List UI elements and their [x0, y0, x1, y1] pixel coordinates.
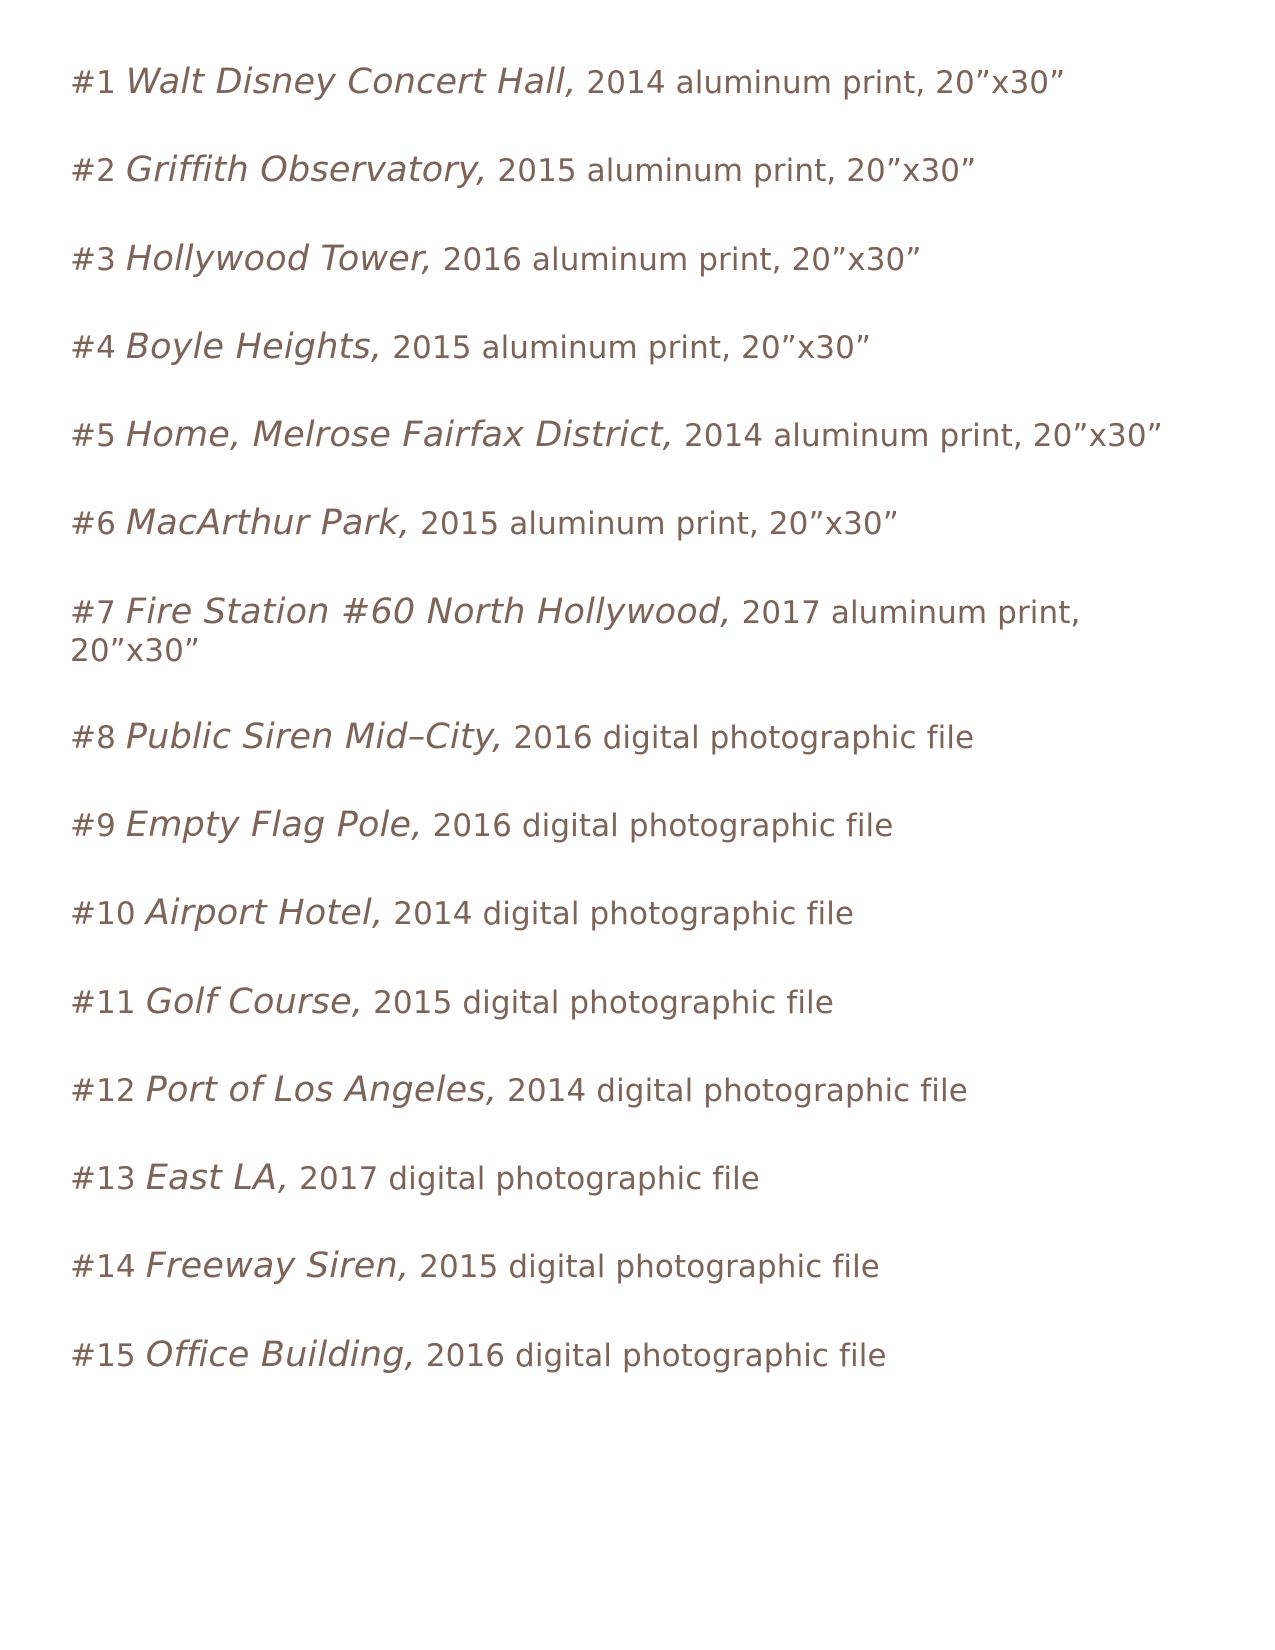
artwork-title: Griffith Observatory, — [125, 150, 488, 191]
list-item — [70, 327, 1165, 368]
artwork-title: Public Siren Mid–City, — [125, 716, 504, 757]
artwork-details: 2015 aluminum print, 20”x30” — [420, 506, 899, 543]
artwork-details: 2016 aluminum print, 20”x30” — [442, 241, 922, 278]
artwork-title: Fire Station #60 North Hollywood, — [125, 591, 732, 632]
list-item — [70, 717, 1165, 758]
artwork-title: Empty Flag Pole, — [125, 804, 423, 845]
artwork-index: #9 — [70, 807, 116, 844]
artwork-index: #12 — [70, 1072, 136, 1109]
artwork-index: #3 — [70, 241, 116, 278]
artwork-title: Freeway Siren, — [145, 1246, 410, 1287]
artwork-title: MacArthur Park, — [125, 503, 411, 544]
list-item — [70, 805, 1165, 846]
artwork-details: 2014 digital photographic file — [507, 1072, 968, 1109]
artwork-details: 2014 aluminum print, 20”x30” — [586, 65, 1066, 101]
artwork-title: Port of Los Angeles, — [145, 1069, 498, 1110]
list-item — [70, 1158, 1165, 1199]
artwork-index: #8 — [70, 719, 116, 756]
artwork-title: Home, Melrose Fairfax District, — [125, 415, 674, 456]
artwork-details: 2016 digital photographic file — [432, 807, 894, 844]
artwork-checklist — [70, 62, 1165, 1376]
artwork-title: Airport Hotel, — [145, 893, 384, 934]
list-item — [70, 893, 1165, 934]
list-item — [70, 62, 1165, 103]
artwork-index: #10 — [70, 896, 136, 933]
artwork-details: 2014 aluminum print, 20”x30” — [683, 418, 1163, 455]
list-item — [70, 1070, 1165, 1111]
artwork-details: 2016 digital photographic file — [513, 719, 975, 756]
list-item — [70, 150, 1165, 191]
artwork-title: Walt Disney Concert Hall, — [125, 62, 577, 102]
list-item — [70, 415, 1165, 456]
artwork-index: #1 — [70, 65, 116, 101]
artwork-index: #6 — [70, 506, 116, 543]
artwork-details: 2015 aluminum print, 20”x30” — [497, 153, 977, 190]
artwork-index: #14 — [70, 1249, 136, 1286]
page-bottom-margin — [70, 1423, 1165, 1603]
list-item — [70, 503, 1165, 544]
artwork-title: Boyle Heights, — [125, 326, 383, 367]
artwork-index: #5 — [70, 418, 116, 455]
artwork-index: #15 — [70, 1337, 136, 1374]
artwork-index: #13 — [70, 1161, 136, 1198]
artwork-details: 2015 aluminum print, 20”x30” — [392, 329, 872, 366]
artwork-title: Office Building, — [145, 1334, 416, 1375]
list-item — [70, 592, 1165, 670]
list-item — [70, 1335, 1165, 1376]
artwork-title: East LA, — [145, 1158, 290, 1199]
artwork-details: 2014 digital photographic file — [393, 896, 855, 933]
artwork-index: #7 — [70, 594, 116, 631]
artwork-details: 2017 digital photographic file — [299, 1161, 760, 1198]
artwork-index: #2 — [70, 153, 116, 190]
artwork-index: #11 — [70, 984, 136, 1021]
artwork-title: Golf Course, — [145, 981, 364, 1022]
list-item — [70, 982, 1165, 1023]
artwork-details: 2015 digital photographic file — [373, 984, 834, 1021]
artwork-details: 2015 digital photographic file — [419, 1249, 880, 1286]
artwork-details: 2016 digital photographic file — [425, 1337, 887, 1374]
artwork-details: 2017 aluminum print, 20”x30” — [70, 594, 1081, 670]
artwork-index: #4 — [70, 329, 116, 366]
artwork-title: Hollywood Tower, — [125, 238, 433, 279]
list-item — [70, 239, 1165, 280]
list-item — [70, 1246, 1165, 1287]
